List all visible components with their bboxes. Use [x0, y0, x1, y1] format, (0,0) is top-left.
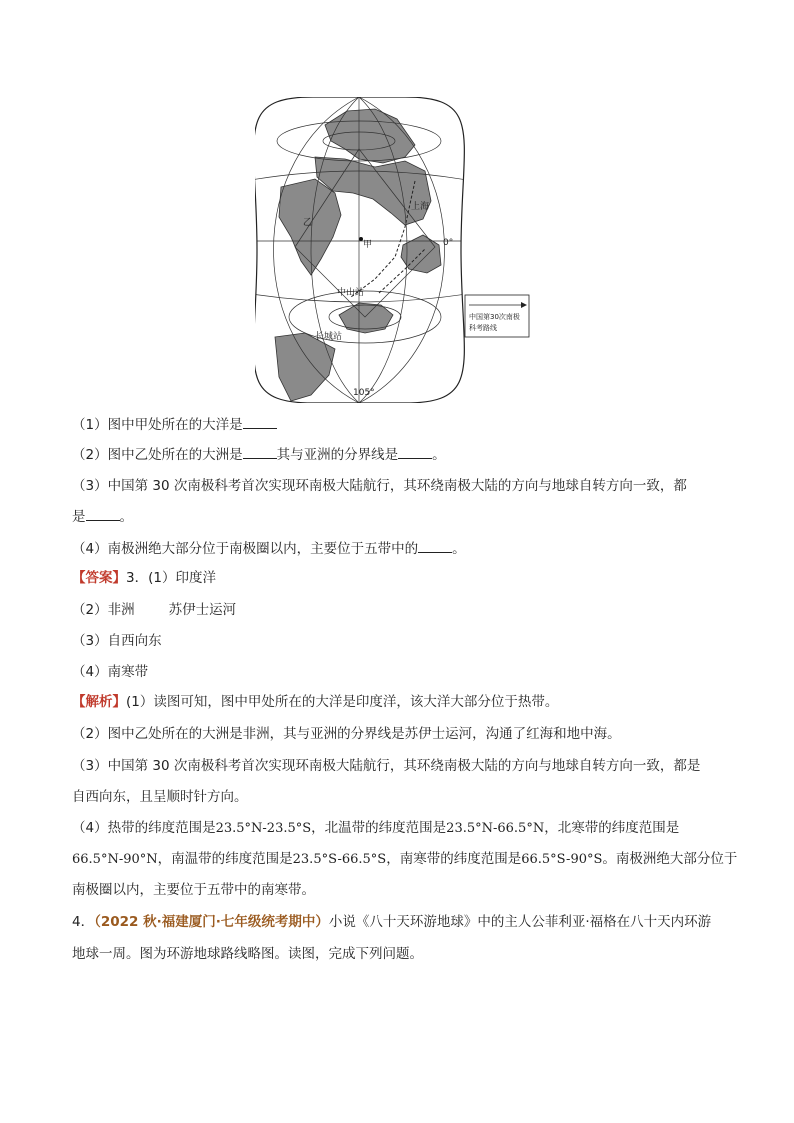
question-2-text-a: （2）图中乙处所在的大洲是 — [72, 447, 243, 463]
analysis-4-text-1: （4）热带的纬度范围是 — [72, 820, 216, 836]
analysis-line-7: 南极圈以内，主要位于五带中的南寒带。 — [72, 882, 315, 898]
question-4 — [72, 538, 466, 559]
label-changcheng-station: 长城站 — [315, 332, 343, 342]
answer-line-3: （3）自西向东 — [72, 633, 162, 649]
question-4-text-1: 小说《八十天环游地球》中的主人公菲利亚·福格在八十天内环游 — [328, 914, 712, 930]
question-4-number: 4． — [72, 914, 95, 930]
answer-blank-1 — [243, 414, 277, 429]
question-4-text: （4）南极洲绝大部分位于南极圈以内，主要位于五带中的 — [72, 541, 419, 557]
analysis-4-range-3: 66.5°N-90°N — [72, 852, 158, 867]
answer-2b: 苏伊士运河 — [168, 602, 237, 618]
label-zero-degree: 0° — [443, 238, 454, 248]
question-4-source: （2022 秋·福建厦门·七年级统考期中） — [94, 914, 329, 930]
question-3-text-b: 是 — [72, 509, 86, 525]
analysis-4-range-4: 23.5°S-66.5°S — [292, 852, 387, 867]
analysis-4-text-4: ，南温带的纬度范围是 — [157, 851, 293, 867]
question-3-line1: （3）中国第 30 次南极科考首次实现环南极大陆航行，其环绕南极大陆的方向与地球自转方向一致，都 — [72, 478, 687, 494]
question-2 — [72, 444, 446, 465]
answer-1: 3．(1）印度洋 — [126, 570, 216, 586]
analysis-4-text-6: 。南极洲绝大部分位于 — [602, 851, 738, 867]
answer-line-4: （4）南寒带 — [72, 664, 149, 680]
analysis-4-text-2: ，北温带的纬度范围是 — [311, 820, 447, 836]
answer-tag: 【答案】 — [72, 570, 126, 586]
analysis-tag: 【解析】 — [72, 694, 126, 710]
answer-line-1 — [72, 568, 216, 588]
analysis-line-5 — [72, 818, 679, 839]
legend-line2: 科考路线 — [469, 324, 497, 332]
analysis-4-text-3: ，北寒带的纬度范围是 — [544, 820, 680, 836]
route-legend — [465, 295, 529, 337]
question-2-end: 。 — [432, 447, 446, 463]
question-4-intro-line1 — [72, 912, 711, 932]
legend-line1: 中国第30次南极 — [469, 313, 520, 321]
analysis-line-4: 自西向东，且呈顺时针方向。 — [72, 789, 248, 805]
analysis-line-3: （3）中国第 30 次南极科考首次实现环南极大陆航行，其环绕南极大陆的方向与地球自转方向一致，都是 — [72, 758, 701, 774]
map-body — [255, 97, 545, 403]
map-svg — [255, 97, 545, 403]
answer-blank-3 — [86, 506, 120, 521]
analysis-line-2: （2）图中乙处所在的大洲是非洲，其与亚洲的分界线是苏伊士运河，沟通了红海和地中海。 — [72, 726, 621, 742]
analysis-4-range-2: 23.5°N-66.5°N — [446, 821, 545, 836]
answer-line-2 — [72, 600, 236, 620]
label-105-degree: 105° — [353, 388, 375, 398]
question-2-text-b: 其与亚洲的分界线是 — [276, 447, 399, 463]
question-4-intro-line2: 地球一周。图为环游地球路线略图。读图，完成下列问题。 — [72, 946, 423, 962]
analysis-4-range-5: 66.5°S-90°S — [521, 852, 603, 867]
label-shanghai: 上海 — [411, 202, 430, 212]
question-3-end: 。 — [119, 509, 133, 525]
label-yi: 乙 — [303, 218, 313, 228]
label-zhongshan-station: 中山站 — [337, 288, 365, 298]
world-map-figure — [255, 97, 545, 403]
answer-blank-2a — [243, 444, 277, 459]
analysis-1: (1）读图可知，图中甲处所在的大洋是印度洋，该大洋大部分位于热带。 — [126, 694, 559, 710]
answer-blank-4 — [418, 538, 452, 553]
analysis-4-range-1: 23.5°N-23.5°S — [215, 821, 312, 836]
question-1-text: （1）图中甲处所在的大洋是 — [72, 417, 243, 433]
question-1 — [72, 414, 277, 435]
analysis-line-6 — [72, 849, 737, 870]
answer-blank-2b — [398, 444, 432, 459]
question-4-end: 。 — [452, 541, 466, 557]
question-3-line2 — [72, 506, 133, 527]
analysis-line-1 — [72, 692, 558, 712]
answer-2a: （2）非洲 — [72, 602, 135, 618]
analysis-4-text-5: ，南寒带的纬度范围是 — [386, 851, 522, 867]
label-jia: 甲 — [363, 240, 373, 250]
